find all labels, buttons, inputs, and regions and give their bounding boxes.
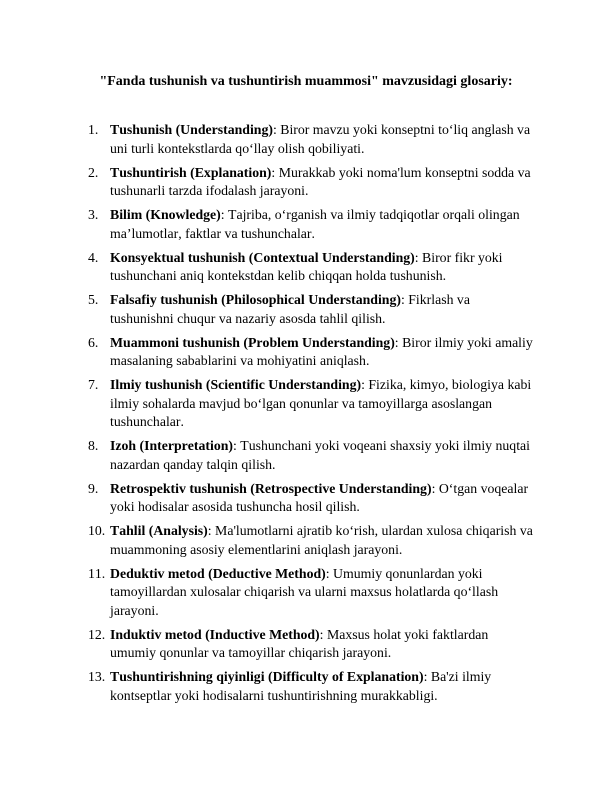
item-number: 10. [88,523,106,538]
item-term: Bilim (Knowledge) [110,207,221,222]
item-number: 11. [88,565,106,581]
item-term: Ilmiy tushunish (Scientific Understanding) [110,377,362,392]
item-term: Tushunish (Understanding) [110,122,273,137]
item-number: 7. [88,377,99,392]
glossary-item [72,522,536,559]
glossary-item [72,121,536,158]
item-definition: : Fikrlash va tushunishni chuqur va nazariy asosda tahlil qilish. [110,292,470,326]
glossary-item [72,668,536,705]
glossary-list [72,121,540,705]
item-definition: : O‘tgan voqealar yoki hodisalar asosida tushuncha hosil qilish. [110,480,529,514]
item-definition: : Ba'zi ilmiy kontseptlar yoki hodisalarni tushuntirishning murakkabligi. [110,669,492,703]
item-definition: : Biror ilmiy yoki amaliy masalaning sabablarini va mohiyatini aniqlash. [110,334,533,368]
item-number: 13. [88,669,106,684]
item-term: Falsafiy tushunish (Philosophical Understanding) [110,292,401,307]
item-definition: : Tushunchani yoki voqeani shaxsiy yoki ilmiy nuqtai nazardan qanday talqin qilish. [110,438,530,472]
item-number: 5. [88,292,99,307]
glossary-item [72,626,536,663]
item-definition: : Murakkab yoki noma'lum konseptni sodda va tushunarli tarzda ifodalash jarayoni. [110,164,531,198]
glossary-item [72,334,536,371]
glossary-item [72,480,536,517]
glossary-item [72,164,536,201]
item-definition: : Umumiy qonunlardan yoki tamoyillardan xulosalar chiqarish va ularni maxsus holatlarda qo‘llash jarayoni. [110,565,499,618]
item-number: 8. [88,438,99,453]
item-term: Tahlil (Analysis) [110,523,208,538]
item-number: 12. [88,626,106,642]
item-definition: : Tajriba, o‘rganish va ilmiy tadqiqotlar orqali olingan ma’lumotlar, faktlar va tushunchalar. [110,207,520,241]
page-title: "Fanda tushunish va tushuntirish muammosi" mavzusidagi glosariy: [99,74,513,89]
item-term: Tushuntirish (Explanation) [110,164,272,180]
item-term: Izoh (Interpretation) [110,438,233,453]
item-term: Tushuntirishning qiyinligi (Difficulty of Explanation) [110,669,424,684]
item-term: Retrospektiv tushunish (Retrospective Understanding) [110,480,432,496]
item-term: Deduktiv metod (Deductive Method) [110,565,326,581]
item-term: Muammoni tushunish (Problem Understanding) [110,334,395,350]
item-definition: : Maxsus holat yoki faktlardan umumiy qonunlar va tamoyillar chiqarish jarayoni. [110,626,489,660]
item-number: 1. [88,122,99,137]
glossary-item [72,565,536,621]
item-definition: : Biror fikr yoki tushunchani aniq kontekstdan kelib chiqqan holda tushunish. [110,249,503,283]
item-definition: : Ma'lumotlarni ajratib ko‘rish, ulardan xulosa chiqarish va muammoning asosiy elementlarini aniqlash jarayoni. [110,523,533,557]
item-number: 3. [88,207,99,222]
glossary-item [72,291,536,328]
glossary-item [72,437,536,474]
item-term: Induktiv metod (Inductive Method) [110,626,320,642]
glossary-item [72,249,536,286]
item-definition: : Biror mavzu yoki konseptni to‘liq anglash va uni turli kontekstlarda qo‘llay olish qobiliyati. [110,122,531,156]
item-number: 4. [88,249,99,265]
glossary-item [72,376,536,432]
item-term: Konsyektual tushunish (Contextual Understanding) [110,249,415,265]
item-number: 6. [88,334,99,350]
item-number: 9. [88,480,99,496]
item-number: 2. [88,164,99,180]
glossary-item [72,206,536,243]
item-definition: : Fizika, kimyo, biologiya kabi ilmiy sohalarda mavjud bo‘lgan qonunlar va tamoyillarga asoslangan tushunchalar. [110,377,532,429]
